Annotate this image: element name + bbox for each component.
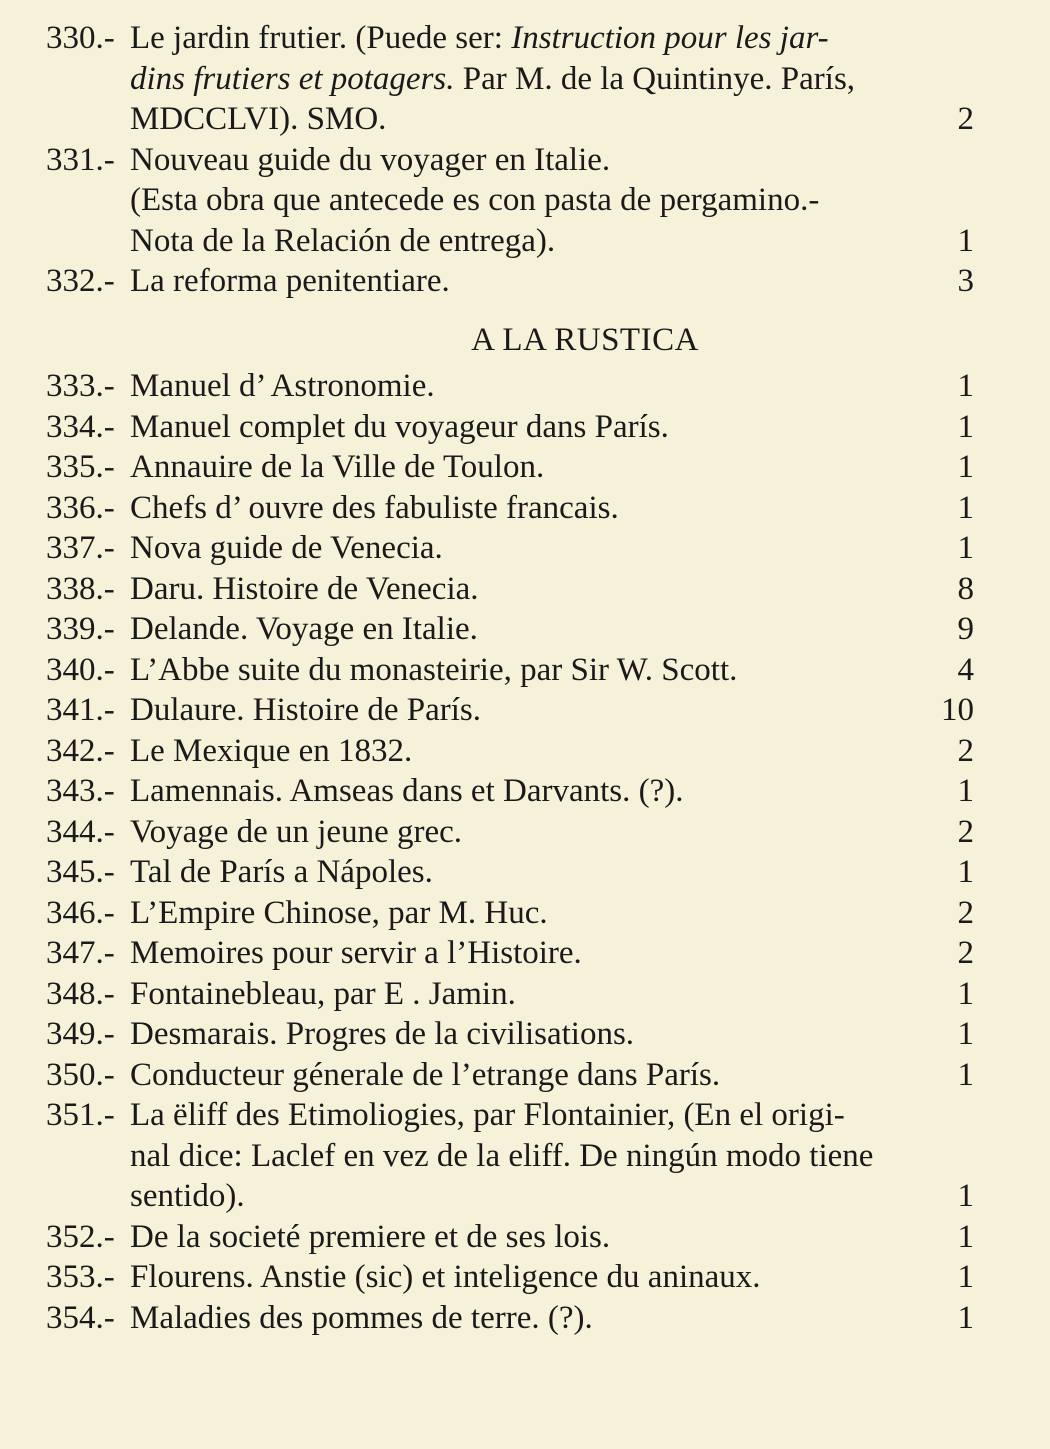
catalog-entry: [0, 261, 1050, 302]
catalog-entry: [0, 771, 1050, 812]
entry-quantity: 1: [957, 1056, 974, 1093]
catalog-entry: [0, 933, 1050, 974]
entry-quantity: 2: [957, 101, 974, 137]
entry-title: [130, 893, 900, 934]
entry-quantity: 10: [941, 692, 974, 728]
catalog-entry: [0, 812, 1050, 853]
entry-number: 337.-: [46, 530, 115, 566]
catalog-entry: [0, 1298, 1050, 1339]
catalog-entry: [0, 488, 1050, 529]
entry-title: [130, 852, 900, 893]
entry-title: [130, 933, 900, 974]
entry-title-part: L’Abbe suite du monasteirie, par Sir W. Scott.: [130, 651, 738, 688]
entry-number: 335.-: [46, 449, 115, 485]
entry-number: 339.-: [46, 611, 115, 647]
entry-title: [130, 569, 900, 610]
entry-number: 344.-: [46, 813, 115, 850]
entry-title: [130, 1217, 900, 1258]
entry-title-part: Annauire de la Ville de Toulon.: [130, 449, 545, 485]
catalog-list-top: [0, 18, 1050, 302]
entry-number: 332.-: [46, 263, 115, 299]
entry-title: [130, 1298, 900, 1339]
entry-title: [130, 1257, 900, 1298]
entry-number: 341.-: [46, 692, 115, 728]
entry-title-part: Conducteur génerale de l’etrange dans París.: [130, 1056, 721, 1093]
entry-title: [130, 407, 900, 448]
catalog-entry: [0, 1014, 1050, 1055]
entry-title: [130, 731, 900, 772]
entry-number: 351.-: [46, 1097, 115, 1133]
entry-title: [130, 261, 900, 302]
entry-title: [130, 1014, 900, 1055]
entry-number: 336.-: [46, 489, 115, 526]
entry-quantity: 1: [957, 489, 974, 526]
entry-number: 342.-: [46, 732, 115, 769]
entry-quantity: 1: [957, 1259, 974, 1295]
entry-number: 343.-: [46, 773, 115, 809]
entry-quantity: 1: [957, 1299, 974, 1336]
entry-quantity: 2: [957, 894, 974, 931]
entry-title: [130, 650, 900, 691]
entry-quantity: 3: [957, 263, 974, 299]
entry-quantity: 1: [957, 368, 974, 404]
entry-quantity: 2: [957, 935, 974, 971]
catalog-entry: [0, 528, 1050, 569]
entry-title: [130, 528, 900, 569]
entry-title: [130, 771, 900, 812]
entry-quantity: 4: [957, 651, 974, 688]
entry-number: 330.-: [46, 20, 115, 56]
entry-quantity: 1: [957, 773, 974, 809]
entry-quantity: 2: [957, 732, 974, 769]
entry-quantity: 9: [957, 611, 974, 647]
catalog-entry: [0, 974, 1050, 1015]
entry-number: 340.-: [46, 651, 115, 688]
entry-title-part: Manuel complet du voyageur dans París.: [130, 408, 669, 445]
entry-quantity: 1: [957, 1218, 974, 1255]
catalog-entry: [0, 18, 1050, 140]
entry-title-part: La reforma penitentiare.: [130, 263, 450, 299]
catalog-entry: [0, 447, 1050, 488]
entry-title: [130, 974, 900, 1015]
entry-title-part: L’Empire Chinose, par M. Huc.: [130, 894, 548, 931]
catalog-entry: [0, 366, 1050, 407]
entry-title-part: Voyage de un jeune grec.: [130, 813, 463, 850]
entry-title-italic: Instruction pour les jar- dins frutiers et potagers.: [130, 20, 829, 97]
entry-title-part: Lamennais. Amseas dans et Darvants. (?).: [130, 773, 684, 809]
entry-title-part: Le Mexique en 1832.: [130, 732, 413, 769]
catalog-entry: [0, 731, 1050, 772]
entry-title: [130, 366, 900, 407]
catalog-entry: [0, 1055, 1050, 1096]
catalog-entry: [0, 852, 1050, 893]
catalog-list: [0, 18, 1050, 1338]
entry-quantity: 1: [957, 530, 974, 566]
entry-number: 331.-: [46, 141, 115, 178]
catalog-entry: [0, 650, 1050, 691]
entry-title-part: Nouveau guide du voyager en Italie. (Esta obra que antecede es con pasta de pergamino.- Nota de la Relación de entrega).: [130, 141, 820, 259]
entry-title-part: Tal de París a Nápoles.: [130, 854, 433, 890]
entry-number: 347.-: [46, 935, 115, 971]
entry-title: [130, 1055, 900, 1096]
entry-title: [130, 18, 900, 140]
entry-title: [130, 140, 900, 262]
entry-number: 354.-: [46, 1299, 115, 1336]
catalog-entry: [0, 893, 1050, 934]
catalog-entry: [0, 1217, 1050, 1258]
entry-number: 348.-: [46, 975, 115, 1012]
entry-title-part: Le jardin frutier. (Puede ser:: [130, 20, 512, 56]
catalog-list-rustica: [0, 366, 1050, 1338]
entry-title-part: Chefs d’ ouvre des fabuliste francais.: [130, 489, 619, 526]
entry-title-part: De la societé premiere et de ses lois.: [130, 1218, 611, 1255]
entry-number: 349.-: [46, 1016, 115, 1052]
entry-title-part: Manuel d’ Astronomie.: [130, 368, 435, 404]
catalog-entry: [0, 690, 1050, 731]
entry-title-part: Maladies des pommes de terre. (?).: [130, 1299, 593, 1336]
entry-title-part: Dulaure. Histoire de París.: [130, 692, 481, 728]
catalog-entry: [0, 569, 1050, 610]
entry-title-part: Fontainebleau, par E . Jamin.: [130, 975, 516, 1012]
entry-number: 352.-: [46, 1218, 115, 1255]
catalog-entry: [0, 1257, 1050, 1298]
entry-number: 353.-: [46, 1259, 115, 1295]
entry-quantity: 1: [957, 975, 974, 1012]
catalog-entry: [0, 1095, 1050, 1217]
entry-title-part: Par M. de la Quintinye. París, MDCCLVI). SMO.: [130, 60, 856, 137]
entry-number: 346.-: [46, 894, 115, 931]
entry-quantity: 1: [957, 1016, 974, 1052]
entry-title: [130, 609, 900, 650]
entry-number: 338.-: [46, 570, 115, 607]
entry-title-part: Nova guide de Venecia.: [130, 530, 443, 566]
entry-quantity: 1: [957, 854, 974, 890]
entry-title-part: La ëliff des Etimoliogies, par Flontainier, (En el origi- nal dice: Laclef en vez de la eliff. De ningún modo tiene sentido).: [130, 1097, 874, 1214]
entry-title-part: Delande. Voyage en Italie.: [130, 611, 478, 647]
entry-number: 345.-: [46, 854, 115, 890]
entry-number: 350.-: [46, 1056, 115, 1093]
entry-quantity: 1: [957, 449, 974, 485]
entry-number: 334.-: [46, 408, 115, 445]
entry-quantity: 2: [957, 813, 974, 850]
section-heading: A LA RUSTICA: [471, 321, 699, 358]
entry-quantity: 1: [957, 408, 974, 445]
entry-title-part: Desmarais. Progres de la civilisations.: [130, 1016, 635, 1052]
entry-title-part: Flourens. Anstie (sic) et inteligence du aninaux.: [130, 1259, 761, 1295]
entry-number: 333.-: [46, 368, 115, 404]
catalog-entry: [0, 140, 1050, 262]
entry-title: [130, 1095, 900, 1217]
entry-title: [130, 690, 900, 731]
entry-quantity: 8: [957, 570, 974, 607]
entry-title: [130, 488, 900, 529]
entry-quantity: 1: [957, 1178, 974, 1214]
entry-title-part: Memoires pour servir a l’Histoire.: [130, 935, 582, 971]
entry-quantity: 1: [957, 222, 974, 259]
catalog-entry: [0, 609, 1050, 650]
entry-title: [130, 812, 900, 853]
catalog-entry: [0, 407, 1050, 448]
entry-title-part: Daru. Histoire de Venecia.: [130, 570, 479, 607]
entry-title: [130, 447, 900, 488]
